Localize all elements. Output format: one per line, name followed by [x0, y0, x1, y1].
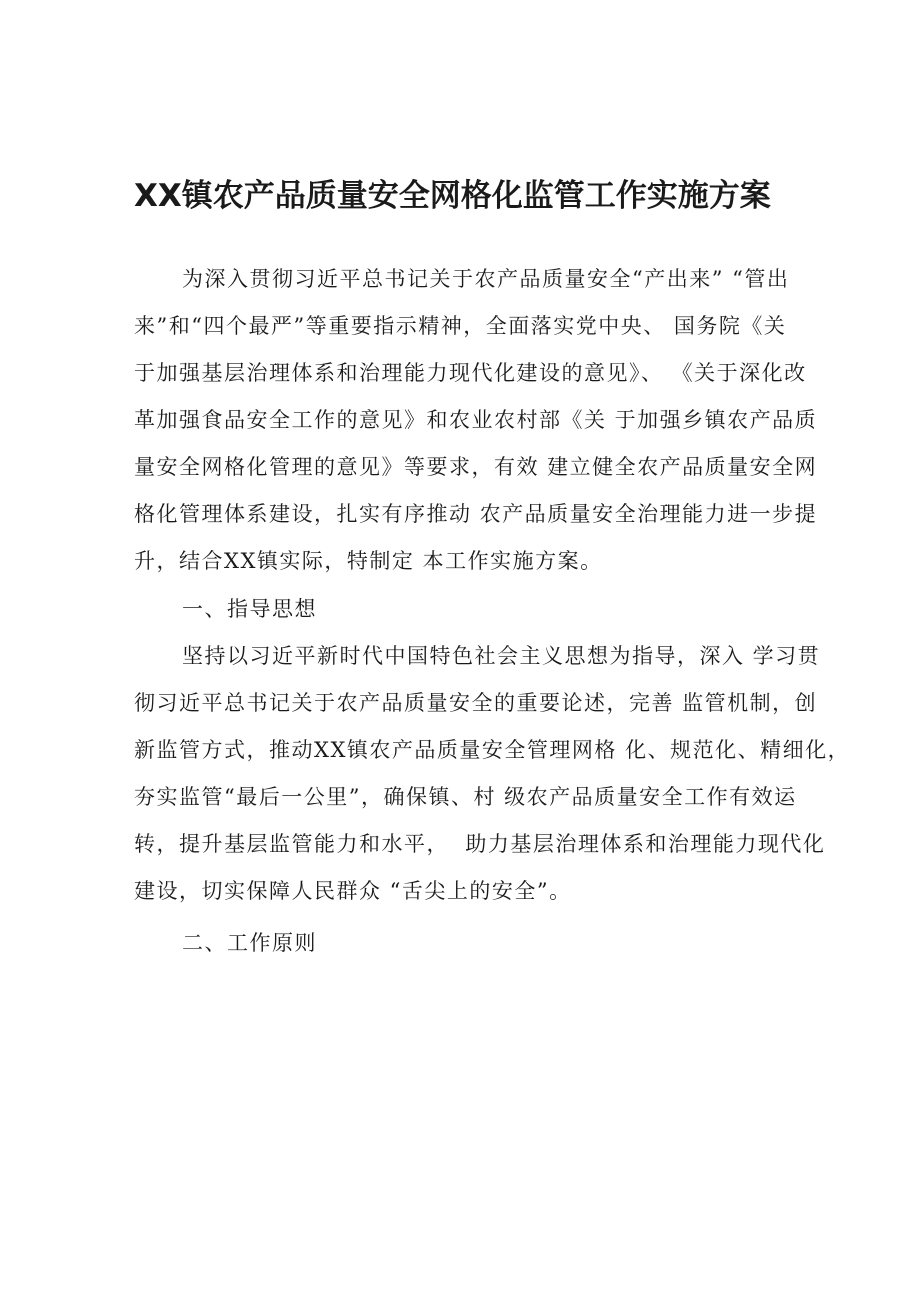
section-heading-guiding-ideology: 一、指导思想	[182, 597, 317, 621]
paragraph-line: 新监管方式，推动XX镇农产品质量安全管理网格 化、规范化、精细化，	[134, 738, 851, 762]
paragraph-line: 于加强基层治理体系和治理能力现代化建设的意见》、 《关于深化改	[134, 361, 807, 385]
paragraph-line: 坚持以习近平新时代中国特色社会主义思想为指导，深入 学习贯	[182, 644, 821, 668]
paragraph-line: 彻习近平总书记关于农产品质量安全的重要论述，完善 监管机制，创	[134, 691, 818, 715]
paragraph-line: 为深入贯彻习近平总书记关于农产品质量安全“产出来” “管出	[182, 267, 790, 291]
section-heading-working-principles: 二、工作原则	[182, 931, 317, 955]
paragraph-line: 夯实监管“最后一公里”，确保镇、村 级农产品质量安全工作有效运	[134, 785, 797, 809]
paragraph-line: 升，结合XX镇实际，特制定 本工作实施方案。	[134, 549, 603, 573]
document-title: XX镇农产品质量安全网格化监管工作实施方案	[134, 178, 771, 214]
paragraph-line: 革加强食品安全工作的意见》和农业农村部《关 于加强乡镇农产品质	[134, 408, 818, 432]
paragraph-line: 量安全网格化管理的意见》等要求，有效 建立健全农产品质量安全网	[134, 455, 818, 479]
paragraph-line: 建设，切实保障人民群众 “舌尖上的安全”。	[134, 879, 572, 903]
paragraph-line: 格化管理体系建设，扎实有序推动 农产品质量安全治理能力进一步提	[134, 502, 818, 526]
paragraph-line: 转，提升基层监管能力和水平， 助力基层治理体系和治理能力现代化	[134, 832, 826, 856]
paragraph-line: 来”和“四个最严”等重要指示精神，全面落实党中央、 国务院《关	[134, 314, 787, 338]
